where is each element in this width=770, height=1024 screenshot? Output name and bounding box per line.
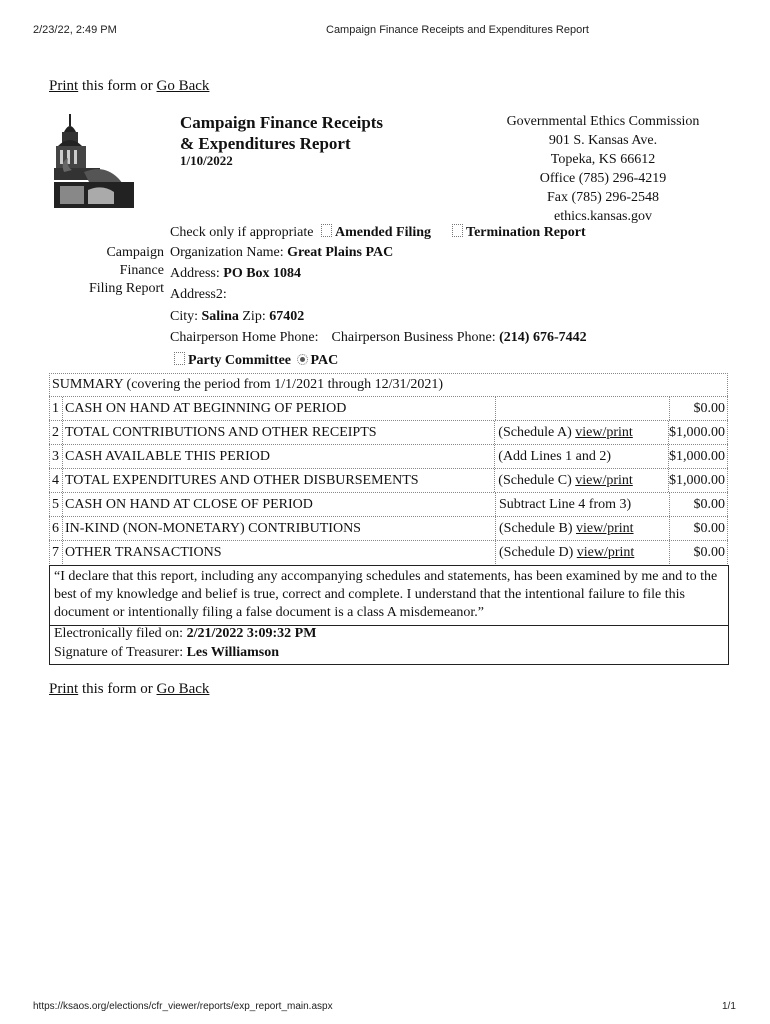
kansas-capitol-seal-icon xyxy=(54,112,134,212)
treasurer-label: Signature of Treasurer: xyxy=(54,645,184,660)
party-committee-label: Party Committee xyxy=(188,353,292,368)
print-datetime: 2/23/22, 2:49 PM xyxy=(33,24,117,36)
address-label: Address: xyxy=(170,266,220,281)
schedule-text: (Schedule B) xyxy=(499,521,576,536)
row-description: OTHER TRANSACTIONS xyxy=(62,541,495,564)
row-amount: $0.00 xyxy=(669,397,728,420)
address2-field xyxy=(170,287,227,303)
agency-office-phone: Office (785) 296-4219 xyxy=(539,171,667,186)
row-description: IN-KIND (NON-MONETARY) CONTRIBUTIONS xyxy=(62,517,495,540)
print-link[interactable]: Print xyxy=(49,78,79,94)
go-back-link-bottom[interactable]: Go Back xyxy=(156,681,210,697)
check-label: Check only if appropriate xyxy=(170,225,314,240)
print-url: https://ksaos.org/elections/cfr_viewer/reports/exp_report_main.aspx xyxy=(33,1001,333,1012)
party-committee-checkbox[interactable] xyxy=(174,352,185,365)
agency-fax: Fax (785) 296-2548 xyxy=(547,190,659,205)
agency-name: Governmental Ethics Commission xyxy=(506,114,700,129)
home-phone-label: Chairperson Home Phone: xyxy=(170,330,319,345)
declaration-statement: “I declare that this report, including any accompanying schedules and statements, has been examined by me and to the best of my knowledge and belief is true, correct and complete. I understand that the intentional failure to file this document or intentionally filing a false document is a class A misdemeanor.” xyxy=(49,565,729,626)
row-schedule xyxy=(495,541,669,564)
print-page-title: Campaign Finance Receipts and Expenditures Report xyxy=(326,24,589,36)
report-date: 1/10/2022 xyxy=(180,153,233,168)
filed-on-label: Electronically filed on: xyxy=(54,626,184,641)
org-name-label: Organization Name: xyxy=(170,245,284,260)
side-label-campaign: Campaign xyxy=(106,245,164,260)
amended-filing-checkbox[interactable] xyxy=(321,224,332,237)
table-row xyxy=(49,420,728,444)
side-label-filing-report: Filing Report xyxy=(88,281,164,296)
row-schedule xyxy=(495,517,669,540)
row-number: 3 xyxy=(49,445,62,468)
nav-text-bottom: this form or xyxy=(78,681,157,697)
top-nav xyxy=(49,78,209,95)
bottom-nav xyxy=(49,681,209,698)
filing-signature-block xyxy=(49,622,729,665)
row-schedule xyxy=(494,421,668,444)
pac-radio[interactable] xyxy=(297,354,308,365)
row-number: 7 xyxy=(49,541,62,564)
row-description: CASH AVAILABLE THIS PERIOD xyxy=(62,445,494,468)
report-title-line2: & Expenditures Report xyxy=(180,134,351,153)
print-page-number: 1/1 xyxy=(722,1001,736,1012)
termination-report-label: Termination Report xyxy=(466,225,586,240)
zip-value: 67402 xyxy=(269,309,305,324)
termination-report-checkbox[interactable] xyxy=(452,224,463,237)
row-description: TOTAL EXPENDITURES AND OTHER DISBURSEMENTS xyxy=(62,469,494,492)
summary-heading: SUMMARY (covering the period from 1/1/2021 through 12/31/2021) xyxy=(49,373,728,396)
schedule-d-view-print-link[interactable]: view/print xyxy=(576,545,635,560)
row-amount: $0.00 xyxy=(669,541,728,564)
filed-on-value: 2/21/2022 3:09:32 PM xyxy=(186,626,317,641)
pac-label: PAC xyxy=(310,353,339,368)
schedule-c-view-print-link[interactable]: view/print xyxy=(575,473,633,488)
row-amount: $1,000.00 xyxy=(668,469,728,492)
go-back-link[interactable]: Go Back xyxy=(156,78,210,94)
print-link-bottom[interactable]: Print xyxy=(49,681,79,697)
row-schedule xyxy=(495,397,669,420)
row-number: 5 xyxy=(49,493,62,516)
filing-type-row xyxy=(170,224,586,241)
zip-label: Zip: xyxy=(242,309,266,324)
table-row xyxy=(49,540,728,564)
amended-filing-label: Amended Filing xyxy=(334,225,432,240)
treasurer-signature-line xyxy=(54,643,724,662)
table-row xyxy=(49,468,728,492)
row-amount: $0.00 xyxy=(669,517,728,540)
committee-type-field xyxy=(170,352,338,369)
nav-text: this form or xyxy=(78,78,157,94)
row-amount: $1,000.00 xyxy=(668,421,728,444)
row-schedule xyxy=(494,469,668,492)
row-amount: $0.00 xyxy=(669,493,728,516)
business-phone-label: Chairperson Business Phone: xyxy=(331,330,496,345)
row-description: TOTAL CONTRIBUTIONS AND OTHER RECEIPTS xyxy=(62,421,494,444)
org-name-field xyxy=(170,245,393,261)
row-number: 4 xyxy=(49,469,62,492)
schedule-b-view-print-link[interactable]: view/print xyxy=(575,521,634,536)
phone-field xyxy=(170,330,587,346)
report-title xyxy=(180,112,383,154)
city-value: Salina xyxy=(201,309,239,324)
table-row xyxy=(49,396,728,420)
row-number: 2 xyxy=(49,421,62,444)
schedule-text: (Schedule C) xyxy=(498,473,576,488)
row-schedule xyxy=(495,493,669,516)
row-schedule xyxy=(494,445,668,468)
schedule-text: Subtract Line 4 from 3) xyxy=(499,497,632,512)
treasurer-value: Les Williamson xyxy=(186,645,280,660)
row-number: 6 xyxy=(49,517,62,540)
table-row xyxy=(49,516,728,540)
schedule-text: (Schedule A) xyxy=(498,425,576,440)
business-phone-value: (214) 676-7442 xyxy=(499,330,587,345)
report-title-line1: Campaign Finance Receipts xyxy=(180,113,384,132)
row-description: CASH ON HAND AT CLOSE OF PERIOD xyxy=(62,493,495,516)
table-row xyxy=(49,492,728,516)
row-description: CASH ON HAND AT BEGINNING OF PERIOD xyxy=(62,397,495,420)
row-amount: $1,000.00 xyxy=(668,445,728,468)
row-number: 1 xyxy=(49,397,62,420)
address-value: PO Box 1084 xyxy=(223,266,302,281)
summary-table xyxy=(49,373,728,564)
agency-website: ethics.kansas.gov xyxy=(554,209,652,224)
side-label-finance: Finance xyxy=(119,263,164,278)
city-label: City: xyxy=(170,309,199,324)
agency-city: Topeka, KS 66612 xyxy=(550,152,656,167)
schedule-text: (Add Lines 1 and 2) xyxy=(498,449,612,464)
agency-street: 901 S. Kansas Ave. xyxy=(548,133,658,148)
address-field xyxy=(170,266,301,282)
agency-block xyxy=(490,112,716,226)
city-zip-field xyxy=(170,309,304,325)
schedule-text: (Schedule D) xyxy=(499,545,577,560)
address2-label: Address2: xyxy=(170,287,227,302)
filed-on-line xyxy=(54,624,724,643)
table-row xyxy=(49,444,728,468)
org-name-value: Great Plains PAC xyxy=(287,245,394,260)
schedule-a-view-print-link[interactable]: view/print xyxy=(575,425,633,440)
